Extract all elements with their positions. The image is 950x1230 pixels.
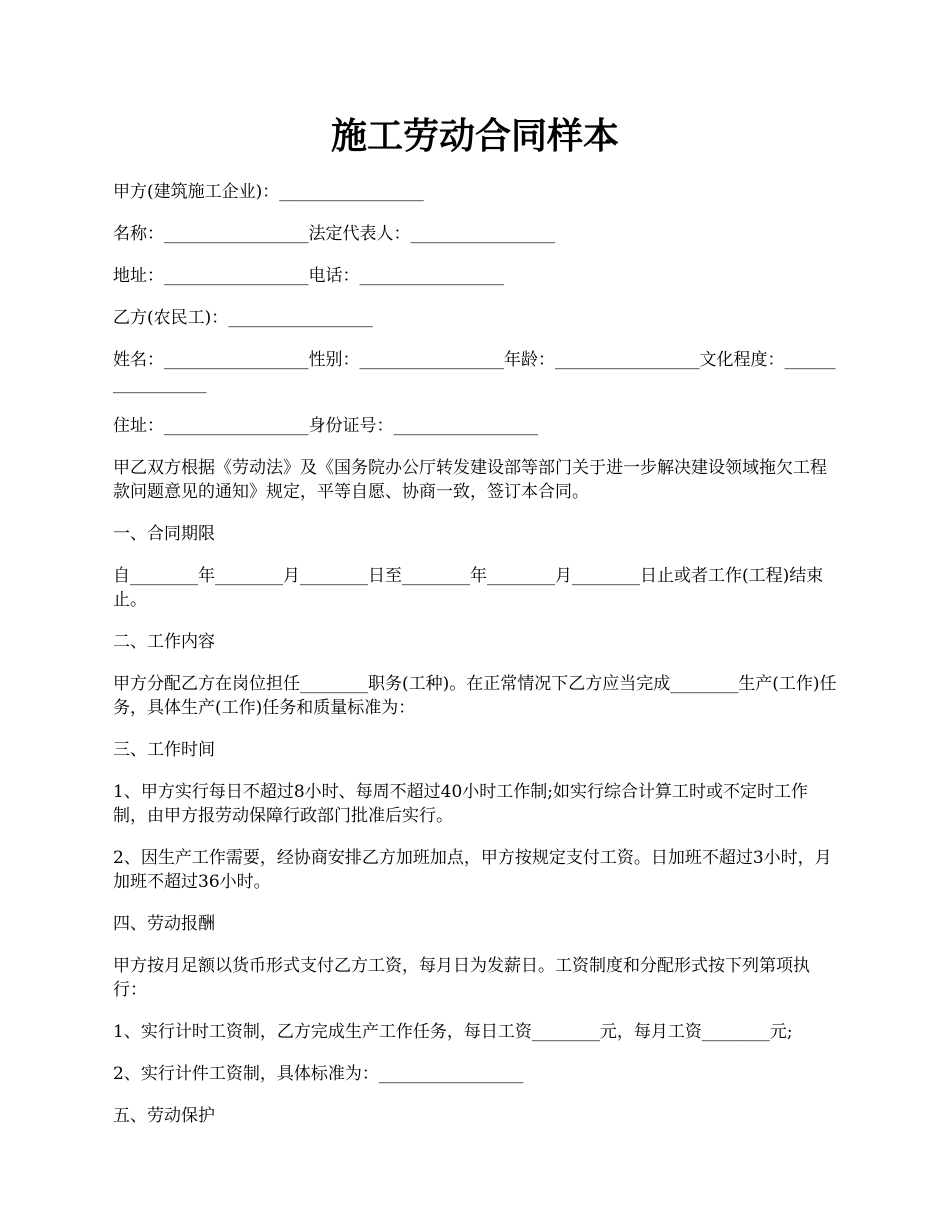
term-paragraph: 自________年________月________日至________年________月________日止或者工作(工程)结束止。 [113,566,824,610]
document-body [113,180,838,1146]
section-heading-term: 一、合同期限 [113,524,215,544]
remuneration-clause-1: 1、实行计时工资制，乙方完成生产工作任务，每日工资________元，每月工资________元; [113,1022,793,1042]
party-a-name-line: 名称：_________________法定代表人：_________________ [113,224,555,244]
remuneration-clause-2: 2、实行计件工资制，具体标准为：_________________ [113,1064,524,1084]
party-b-heading: 乙方(农民工)：_________________ [113,308,373,328]
document-title: 施工劳动合同样本 [330,115,619,157]
preamble-paragraph: 甲乙双方根据《劳动法》及《国务院办公厅转发建设部等部门关于进一步解决建设领域拖欠工程款问题意见的通知》规定，平等自愿、协商一致，签订本合同。 [113,458,827,502]
party-b-personal-line: 姓名：_________________性别：_________________年龄：_________________文化程度：_________________ [113,350,836,394]
section-heading-work-hours: 三、工作时间 [113,740,215,760]
section-heading-work-content: 二、工作内容 [113,632,215,652]
party-b-address-line: 住址：_________________身份证号：_________________ [113,416,538,436]
section-heading-remuneration: 四、劳动报酬 [113,914,215,934]
party-a-heading: 甲方(建筑施工企业)：_________________ [113,182,424,202]
work-content-paragraph: 甲方分配乙方在岗位担任________职务(工种)。在正常情况下乙方应当完成________生产(工作)任务，具体生产(工作)任务和质量标准为： [113,674,837,718]
remuneration-paragraph: 甲方按月足额以货币形式支付乙方工资，每月日为发薪日。工资制度和分配形式按下列第项执行： [113,956,810,1000]
work-hours-clause-2: 2、因生产工作需要，经协商安排乙方加班加点，甲方按规定支付工资。日加班不超过3小时，月加班不超过36小时。 [113,848,832,892]
work-hours-clause-1: 1、甲方实行每日不超过8小时、每周不超过40小时工作制;如实行综合计算工时或不定时工作制，由甲方报劳动保障行政部门批准后实行。 [113,782,808,826]
section-heading-labor-protection: 五、劳动保护 [113,1106,215,1126]
party-a-address-line: 地址：_________________电话：_________________ [113,266,504,286]
